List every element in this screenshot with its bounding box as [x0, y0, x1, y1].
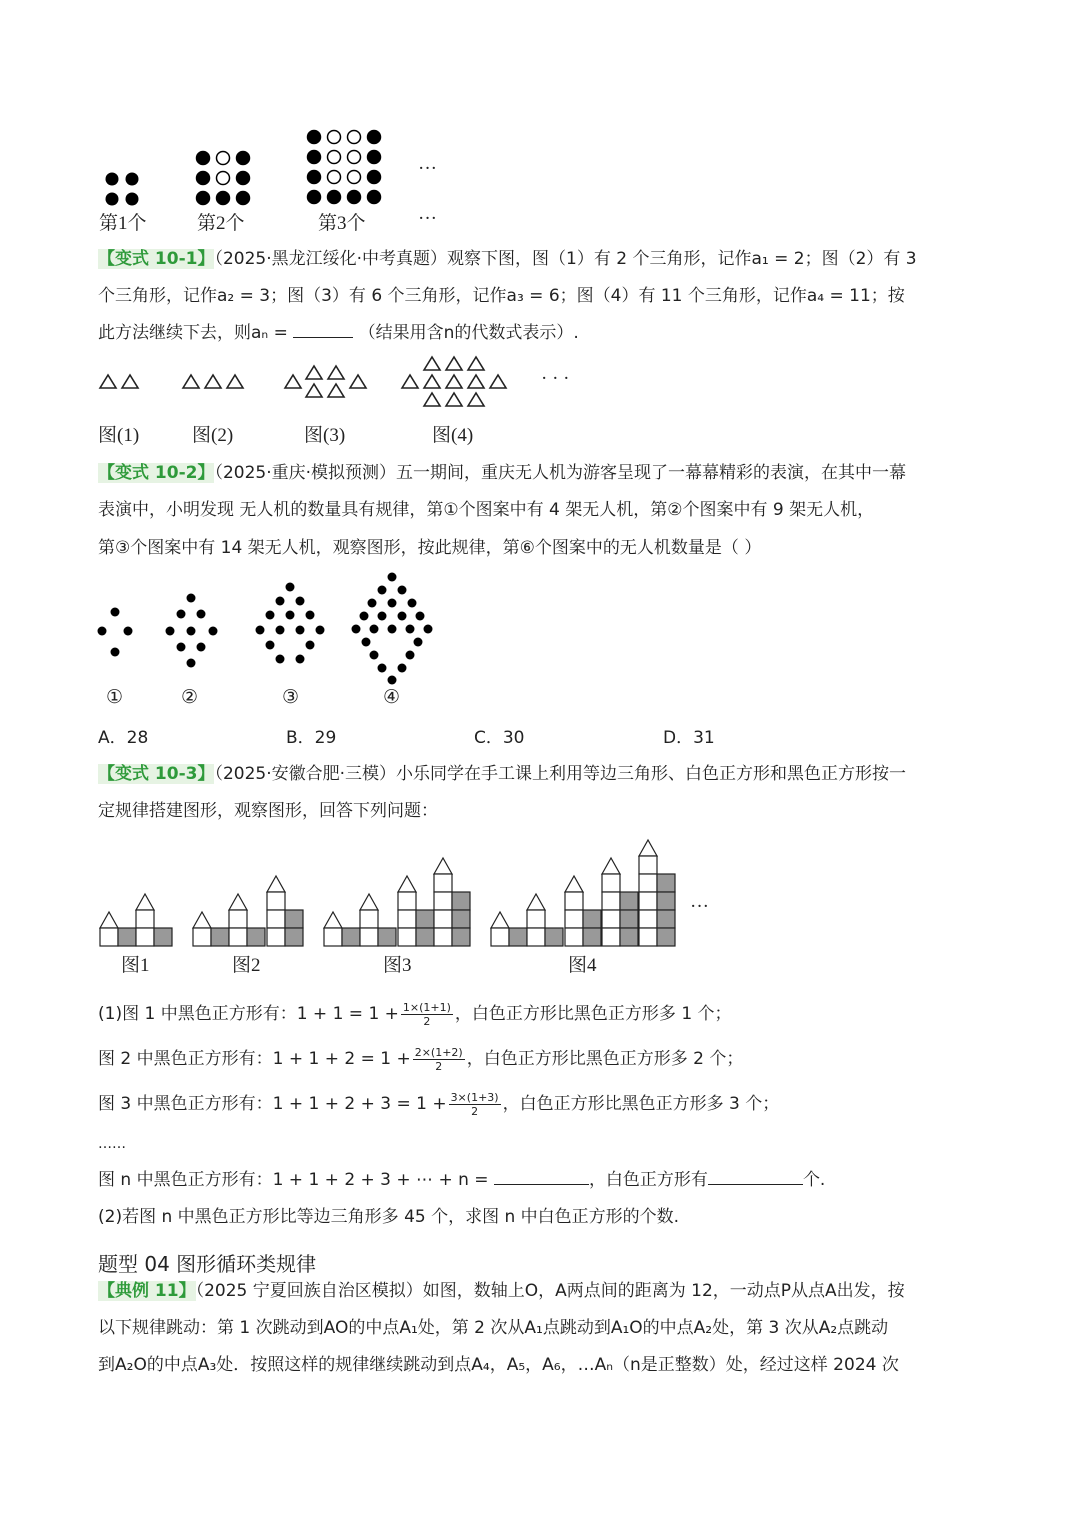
v10-2-option-d[interactable]: D．31 [663, 728, 715, 748]
ex11-tag: 【典例 11】 [98, 1281, 196, 1301]
triangle-figure-4 [402, 357, 506, 406]
v10-1-source: （2025·黑龙江绥化·中考真题） [214, 249, 448, 269]
triangle-label-1: 图(1) [98, 425, 140, 446]
triangle-label-2: 图(2) [192, 425, 234, 446]
ex11-source: （2025 宁夏回族自治区模拟） [195, 1281, 423, 1301]
q1-white-count-blank[interactable] [708, 1184, 803, 1185]
v10-2-option-a[interactable]: A．28 [98, 728, 149, 748]
tower-figure-4 [491, 840, 675, 946]
triangle-figure-2 [183, 375, 243, 388]
drone-pattern-1 [98, 608, 133, 657]
drone-label-4: ④ [383, 687, 401, 708]
v10-1-text3b: （结果用含n的代数式表示）. [358, 323, 579, 343]
tower-figure-2 [193, 876, 303, 946]
v10-2-option-b[interactable]: B．29 [286, 728, 337, 748]
v10-3-q1-dots: …… [98, 1136, 126, 1152]
triangle-label-4: 图(4) [432, 425, 474, 446]
v10-3-q2: (2)若图 n 中黑色正方形比等边三角形多 45 个，求图 n 中白色正方形的个数. [98, 1207, 680, 1227]
tower-label-4: 图4 [568, 955, 597, 976]
drone-label-3: ③ [282, 687, 300, 708]
ex11-text1: 如图，数轴上O，A两点间的距离为 12，一动点P从点A出发，按 [422, 1281, 905, 1301]
q1-row2-b: ，白色正方形比黑色正方形多 2 个； [466, 1049, 744, 1069]
section-heading: 题型 04 图形循环类规律 [98, 1252, 317, 1276]
v10-1-line3 [98, 321, 579, 345]
v10-2-text1: 五一期间，重庆无人机为游客呈现了一幕幕精彩的表演，在其中一幕 [396, 463, 907, 483]
q1-row1-a: (1)图 1 中黑色正方形有：1 + 1 = 1 + [98, 1004, 399, 1024]
tower-label-2: 图2 [232, 955, 261, 976]
v10-3-text1: 小乐同学在手工课上利用等边三角形、白色正方形和黑色正方形按一 [396, 764, 907, 784]
v10-3-tag: 【变式 10-3】 [98, 764, 215, 784]
tower-label-3: 图3 [383, 955, 412, 976]
q1-row1-den: 2 [423, 1014, 431, 1028]
v10-3-line1 [98, 762, 906, 786]
v10-3-q1-rown [98, 1168, 825, 1192]
q1-row1-b: ，白色正方形比黑色正方形多 1 个； [454, 1004, 732, 1024]
dot-label-1: 第1个 [99, 213, 147, 234]
q1-row2-fraction [413, 1046, 465, 1073]
q1-row1-num: 1×(1+1) [402, 1000, 451, 1014]
triangle-ellipsis: · · · [541, 368, 570, 389]
q1-row3-fraction [449, 1091, 501, 1118]
triangle-figure-1 [100, 375, 138, 388]
q1-rown-c: 个. [802, 1170, 826, 1190]
q1-row2-a: 图 2 中黑色正方形有：1 + 1 + 2 = 1 + [98, 1049, 411, 1069]
dot-label-3: 第3个 [318, 213, 366, 234]
dot-pattern-1 [106, 173, 139, 206]
drone-label-2: ② [181, 687, 199, 708]
drone-label-1: ① [106, 687, 124, 708]
q1-row2-num: 2×(1+2) [414, 1045, 463, 1059]
v10-3-source: （2025·安徽合肥·三模） [214, 764, 397, 784]
dot-ellipsis-bottom: ··· [418, 208, 437, 229]
drone-pattern-3 [256, 583, 325, 664]
dot-pattern-2 [197, 152, 250, 205]
dot-pattern-3 [308, 131, 381, 204]
triangle-figures [95, 352, 615, 412]
tower-label-1: 图1 [121, 955, 150, 976]
q1-row3-b: ，白色正方形比黑色正方形多 3 个； [502, 1094, 780, 1114]
tower-figure-3 [324, 858, 470, 946]
drone-pattern-figure [90, 570, 450, 690]
drone-pattern-4 [352, 573, 433, 685]
q1-row3-a: 图 3 中黑色正方形有：1 + 1 + 2 + 3 = 1 + [98, 1094, 447, 1114]
v10-2-line2: 表演中，小明发现 无人机的数量具有规律，第①个图案中有 4 架无人机，第②个图案中有 9 架无人机， [98, 500, 875, 520]
q1-black-count-blank[interactable] [494, 1184, 589, 1185]
q1-row3-den: 2 [471, 1104, 479, 1118]
v10-2-tag: 【变式 10-2】 [98, 463, 215, 483]
q1-row2-den: 2 [435, 1059, 443, 1073]
triangle-figure-3 [285, 366, 366, 397]
v10-2-line1 [98, 461, 906, 485]
v10-1-line1 [98, 247, 917, 271]
v10-3-line2: 定规律搭建图形，观察图形，回答下列问题： [98, 801, 438, 821]
v10-3-q1-row1 [98, 1000, 732, 1028]
ex11-line3: 到A₂O的中点A₃处．按照这样的规律继续跳动到点A₄，A₅，A₆，…Aₙ（n是正整数）处，经过这样 2024 次 [98, 1355, 899, 1375]
ex11-line2: 以下规律跳动：第 1 次跳动到AO的中点A₁处，第 2 次从A₁点跳动到A₁O的中点A₂处，第 3 次从A₂点跳动 [98, 1318, 889, 1338]
v10-1-text3a: 此方法继续下去，则aₙ = [98, 323, 288, 343]
ex11-line1 [98, 1279, 905, 1303]
tower-ellipsis: ··· [690, 896, 709, 917]
q1-row3-num: 3×(1+3) [450, 1090, 499, 1104]
v10-2-source: （2025·重庆·模拟预测） [214, 463, 397, 483]
tower-figure-1 [100, 894, 172, 946]
dot-ellipsis-top: ··· [418, 158, 437, 179]
v10-1-tag: 【变式 10-1】 [98, 249, 215, 269]
triangle-label-3: 图(3) [304, 425, 346, 446]
v10-1-line2: 个三角形，记作a₂ = 3；图（3）有 6 个三角形，记作a₃ = 6；图（4）有 11 个三角形，记作a₄ = 11；按 [98, 286, 905, 306]
v10-3-q1-row2 [98, 1045, 743, 1073]
v10-2-line3: 第③个图案中有 14 架无人机，观察图形，按此规律，第⑥个图案中的无人机数量是（ ） [98, 538, 762, 558]
tower-figure [95, 830, 715, 960]
q1-rown-b: ，白色正方形有 [588, 1170, 708, 1190]
q1-row1-fraction [401, 1001, 453, 1028]
v10-2-option-c[interactable]: C．30 [474, 728, 525, 748]
dot-label-2: 第2个 [197, 213, 245, 234]
v10-3-q1-row3 [98, 1090, 779, 1118]
q1-rown-a: 图 n 中黑色正方形有：1 + 1 + 2 + 3 + ⋯ + n = [98, 1170, 489, 1190]
v10-1-text1: 观察下图，图（1）有 2 个三角形，记作a₁ = 2；图（2）有 3 [447, 249, 917, 269]
drone-pattern-2 [166, 594, 218, 668]
v10-1-answer-blank[interactable] [293, 337, 353, 338]
